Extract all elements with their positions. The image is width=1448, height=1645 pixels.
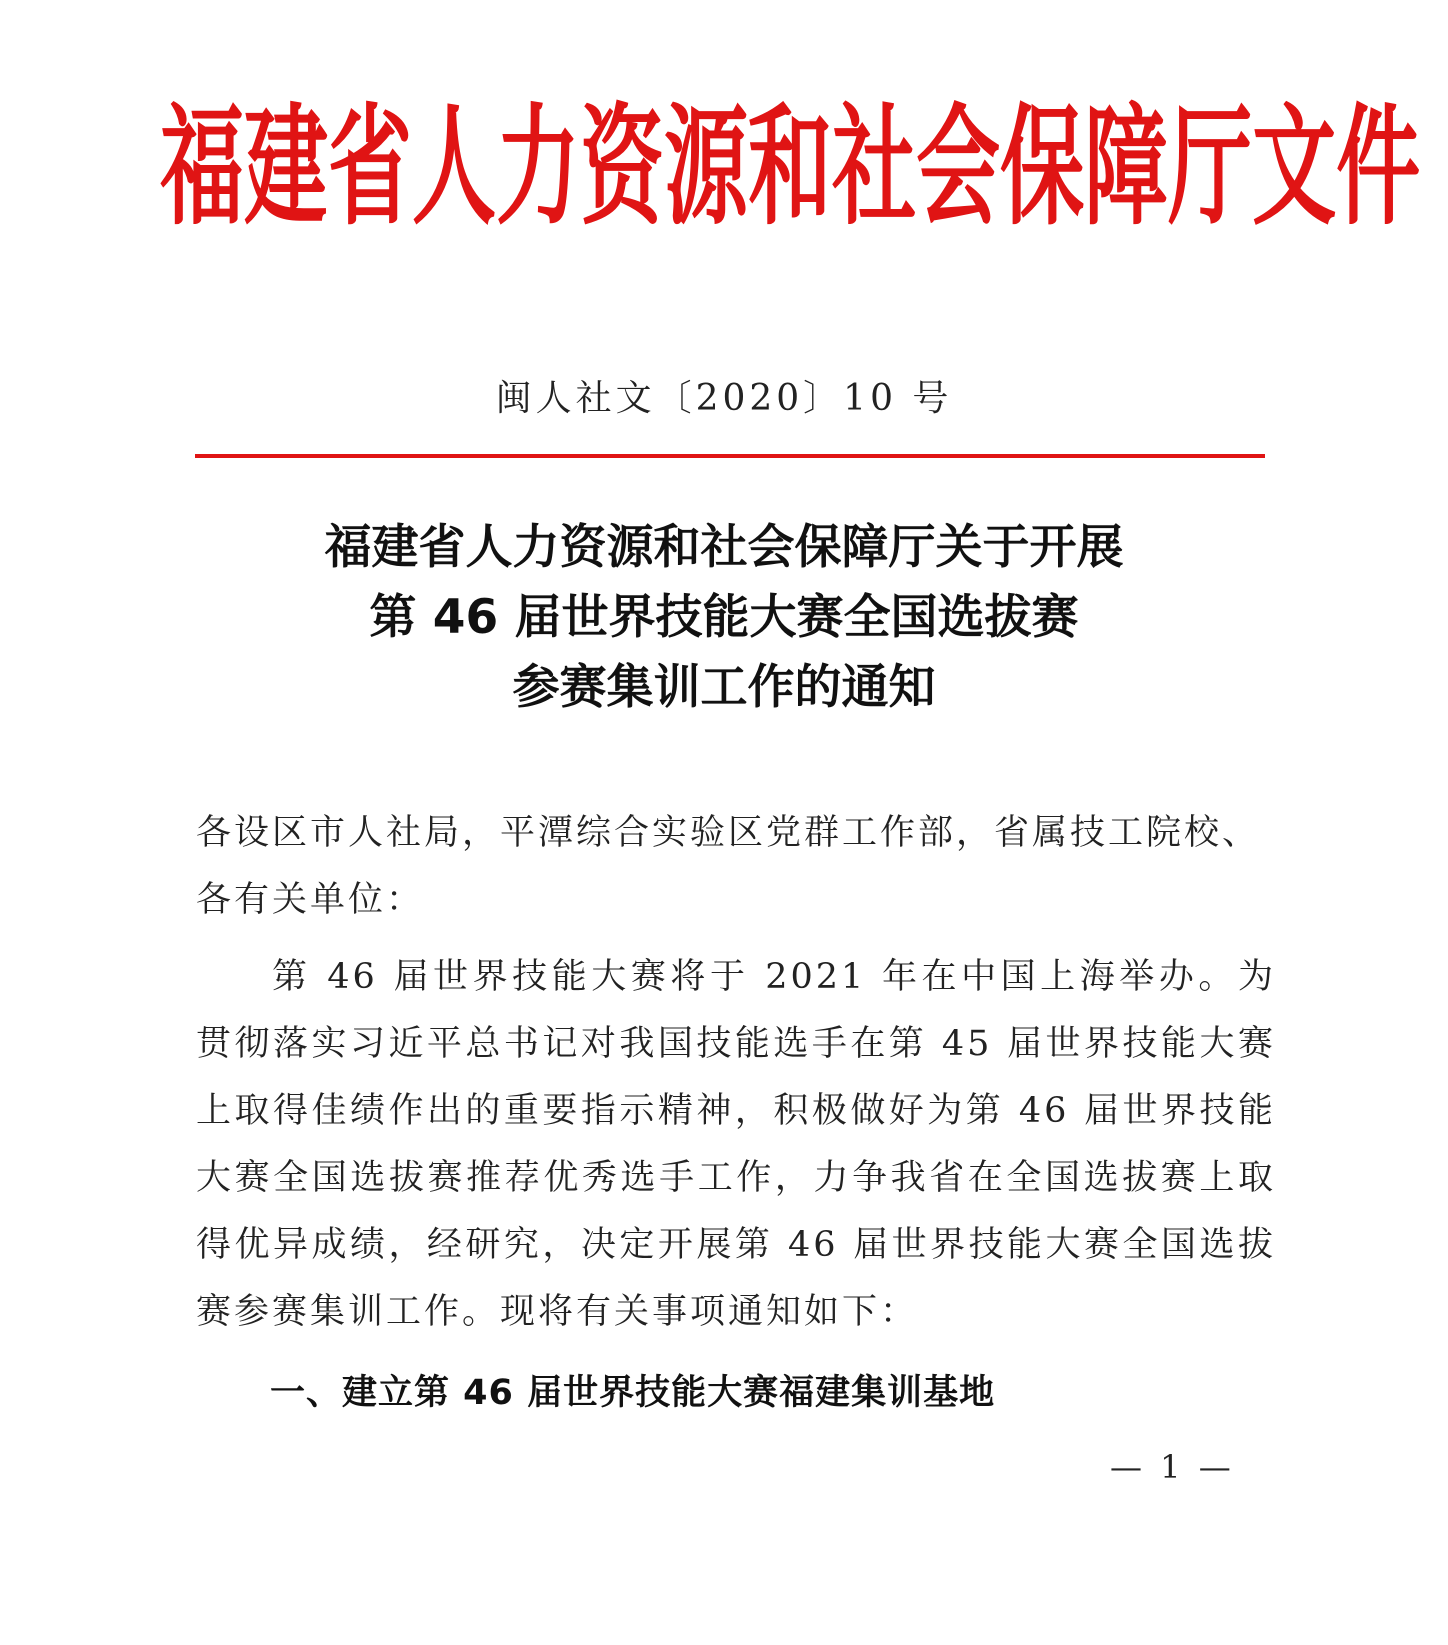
masthead-title [160, 91, 1421, 243]
masthead-char: 力 [496, 91, 581, 243]
salutation: 各设区市人社局，平潭综合实验区党群工作部，省属技工院校、各有关单位： [196, 813, 1261, 920]
masthead-char: 建 [244, 91, 329, 243]
masthead-char: 社 [832, 91, 917, 243]
masthead-char: 省 [328, 91, 413, 243]
section-heading: 一、建立第 46 届世界技能大赛福建集训基地 [270, 1373, 996, 1413]
masthead-char: 福 [160, 91, 245, 243]
masthead-char: 障 [1084, 91, 1169, 243]
masthead-char: 源 [664, 91, 749, 243]
masthead-char: 资 [580, 91, 665, 243]
page-number: — 1 — [1110, 1448, 1235, 1486]
title-line: 第 46 届世界技能大赛全国选拔赛 [369, 590, 1079, 645]
masthead-char: 厅 [1168, 91, 1253, 243]
red-separator-line [195, 454, 1265, 458]
masthead-char: 件 [1336, 91, 1421, 243]
masthead-char: 保 [1000, 91, 1085, 243]
document-body [196, 800, 1276, 1346]
masthead-char: 文 [1252, 91, 1337, 243]
title-line: 福建省人力资源和社会保障厅关于开展 [324, 520, 1124, 575]
document-title [0, 513, 1448, 723]
body-paragraph: 第 46 届世界技能大赛将于 2021 年在中国上海举办。为贯彻落实习近平总书记对我国技能选手在第 45 届世界技能大赛上取得佳绩作出的重要指示精神，积极做好为第 46 届世界技能大赛全国选拔赛推荐优秀选手工作，力争我省在全国选拔赛上取得优异成绩，经研究，决定开展第 46 届世界技能大赛全国选拔赛参赛集训工作。现将有关事项通知如下： [196, 957, 1276, 1332]
masthead-char: 和 [748, 91, 833, 243]
document-number: 闽人社文〔2020〕10 号 [495, 378, 953, 419]
masthead-char: 会 [916, 91, 1001, 243]
masthead-char: 人 [412, 91, 497, 243]
title-line: 参赛集训工作的通知 [512, 660, 936, 715]
